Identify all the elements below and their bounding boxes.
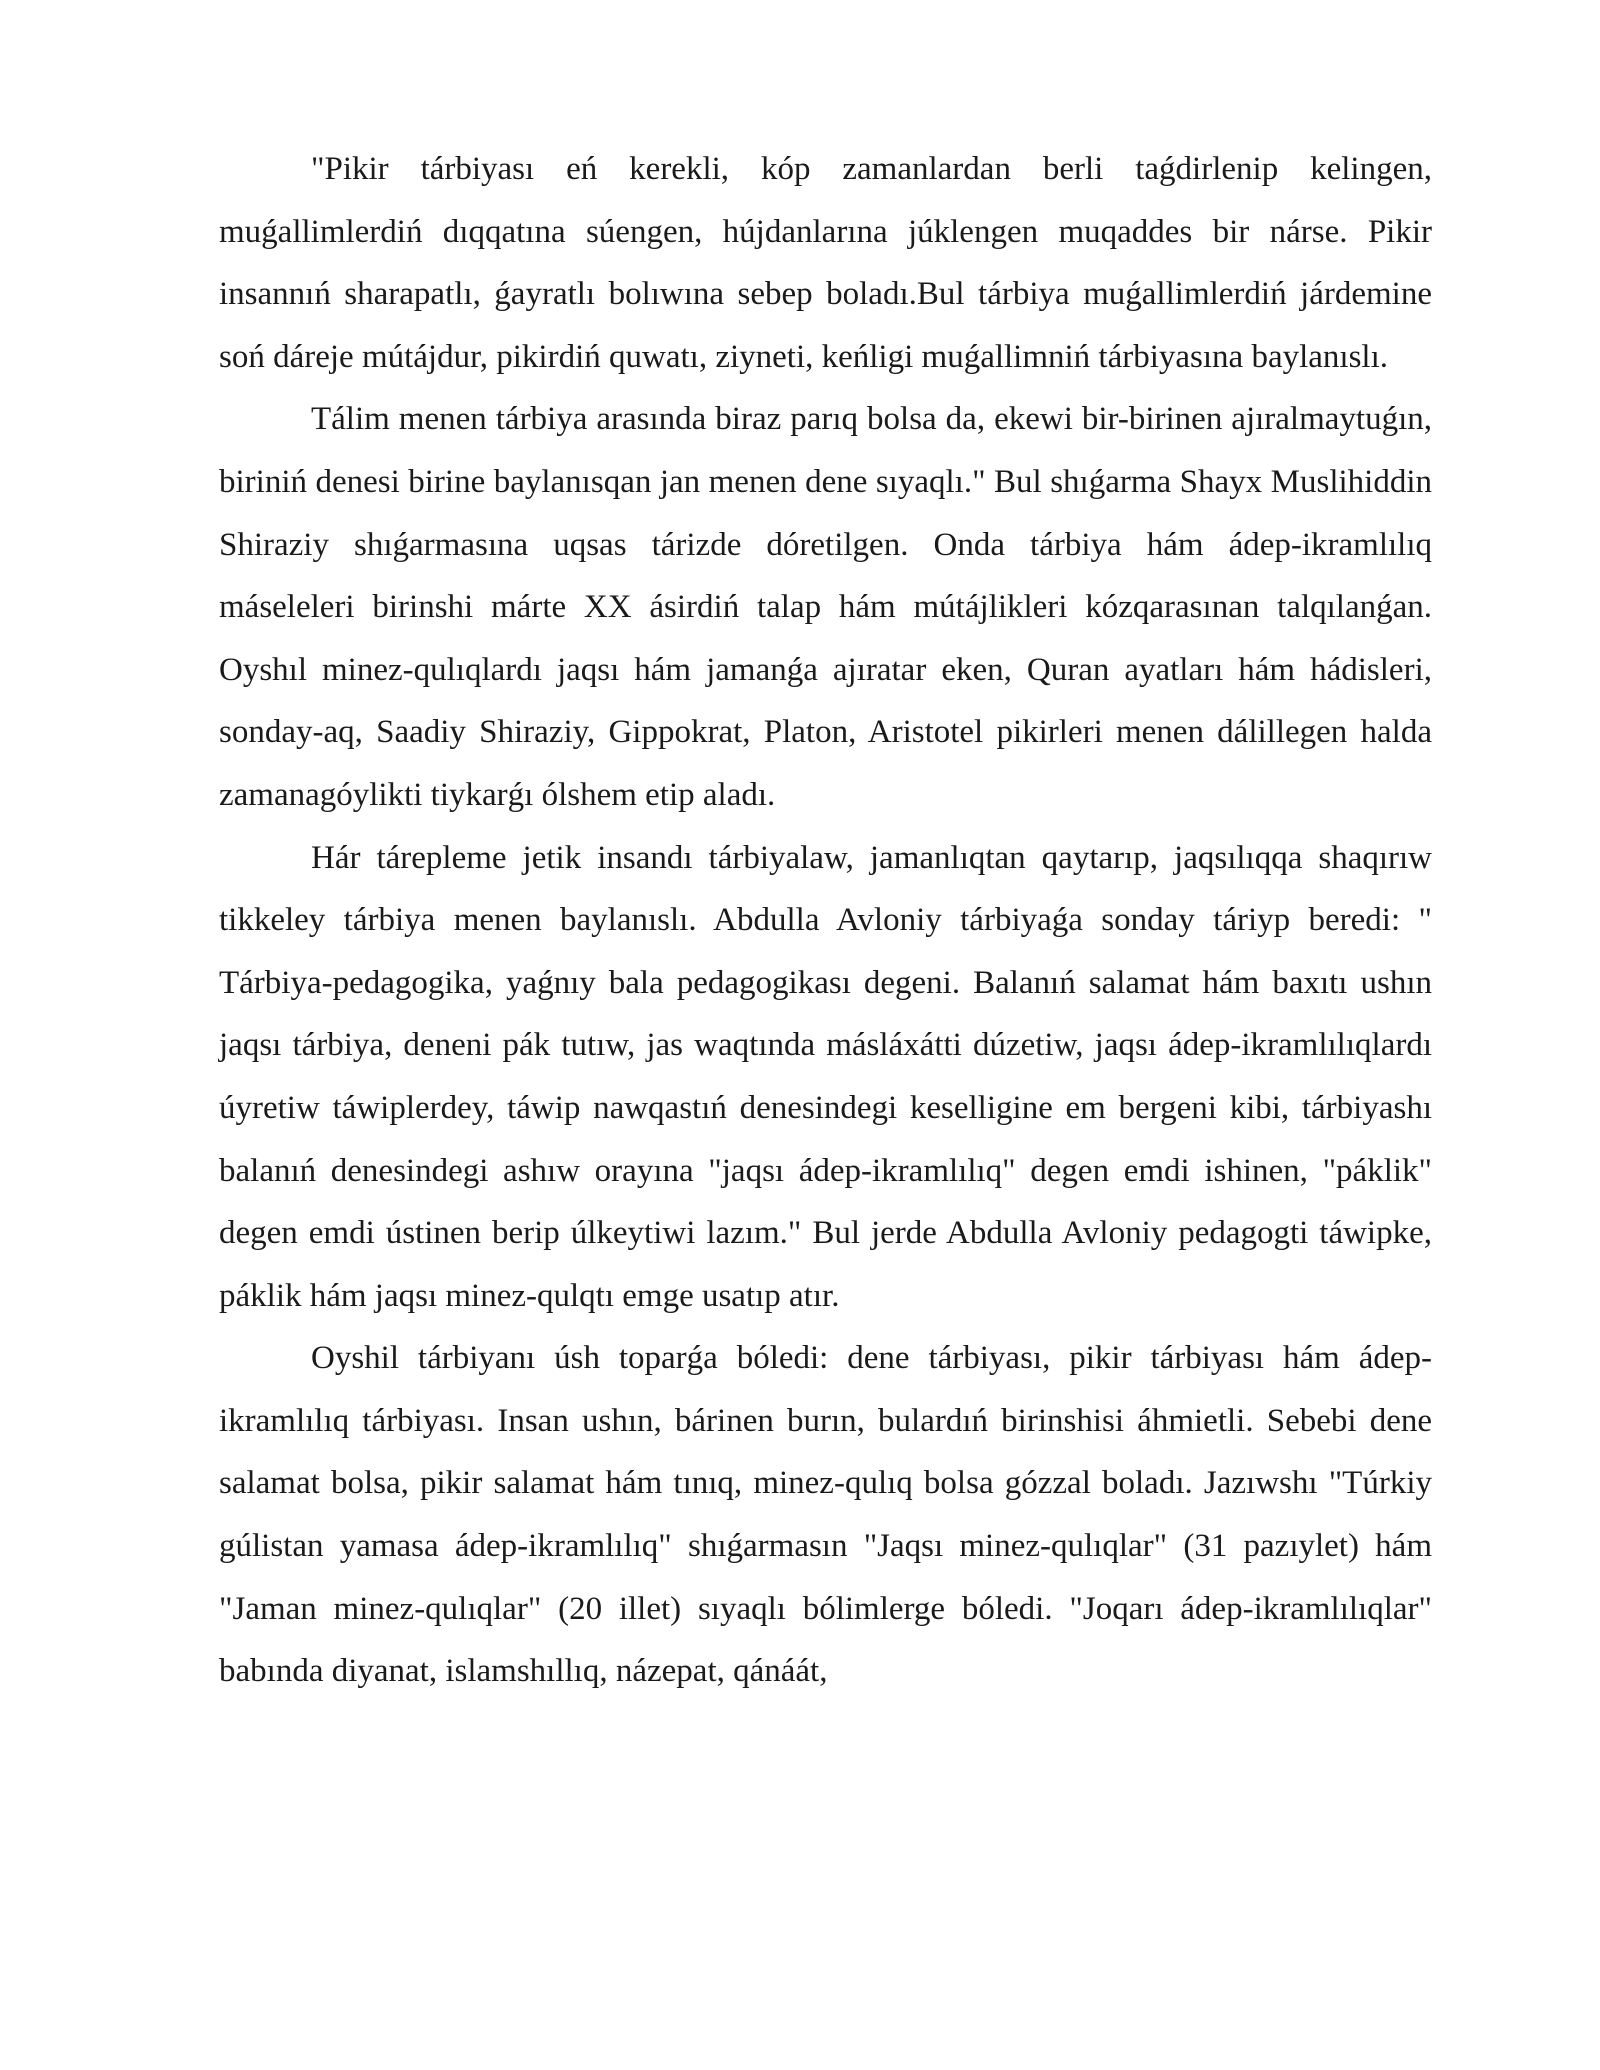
paragraph-3: Hár tárepleme jetik insandı tárbiyalaw, jamanlıqtan qaytarıp, jaqsılıqqa shaqırıw tikkeley tárbiya menen baylanıslı. Abdulla Avloniy tárbiyaǵa sonday táriyp beredi: " Tárbiya-pedagogika, yaǵnıy bala pedagogikası degeni. Balanıń salamat hám baxıtı ushın jaqsı tárbiya, deneni pák tutıw, jas waqtında másláxátti dúzetiw, jaqsı ádep-ikramlılıqlardı úyretiw táwiplerdey, táwip nawqastıń denesindegi keselligine em bergeni kibi, tárbiyashı balanıń denesindegi ashıw orayına "jaqsı ádep-ikramlılıq" degen emdi ishinen, "páklik" degen emdi ústinen berip úlkeytiwi lazım." Bul jerde Abdulla Avloniy pedagogti táwipke, páklik hám jaqsı minez-qulqtı emge usatıp atır.: [219, 839, 1432, 1314]
paragraph-4: Oyshil tárbiyanı úsh toparǵa bóledi: dene tárbiyası, pikir tárbiyası hám ádep-ikramlılıq tárbiyası. Insan ushın, bárinen burın, bulardıń birinshisi áhmietli. Sebebi dene salamat bolsa, pikir salamat hám tınıq, minez-qulıq bolsa gózzal boladı. Jazıwshı "Túrkiy gúlistan yamasa ádep-ikramlılıq" shıǵarmasın "Jaqsı minez-qulıqlar" (31 pazıylet) hám "Jaman minez-qulıqlar" (20 illet) sıyaqlı bólimlerge bóledi. "Joqarı ádep-ikramlılıqlar" babında diyanat, islamshıllıq, názepat, qánáát,: [219, 1340, 1432, 1690]
body-text: [219, 138, 1432, 1703]
paragraph-2: Tálim menen tárbiya arasında biraz parıq bolsa da, ekewi bir-birinen ajıralmaytuǵın, biriniń denesi birine baylanısqan jan menen dene sıyaqlı." Bul shıǵarma Shayx Muslihiddin Shiraziy shıǵarmasına uqsas tárizde dóretilgen. Onda tárbiya hám ádep-ikramlılıq máseleleri birinshi márte XX ásirdiń talap hám mútájlikleri kózqarasınan talqılanǵan. Oyshıl minez-qulıqlardı jaqsı hám jamanǵa ajıratar eken, Quran ayatları hám hádisleri, sonday-aq, Saadiy Shiraziy, Gippokrat, Platon, Aristotel pikirleri menen dálillegen halda zamanagóylikti tiykarǵı ólshem etip aladı.: [219, 401, 1432, 813]
paragraph-1: "Pikir tárbiyası eń kerekli, kóp zamanlardan berli taǵdirlenip kelingen, muǵallimlerdiń dıqqatına súengen, hújdanlarına júklengen muqaddes bir nárse. Pikir insannıń sharapatlı, ǵayratlı bolıwına sebep boladı.Bul tárbiya muǵallimlerdiń járdemine soń dáreje mútájdur, pikirdiń quwatı, ziyneti, keńligi muǵallimniń tárbiyasına baylanıslı.: [219, 151, 1432, 375]
